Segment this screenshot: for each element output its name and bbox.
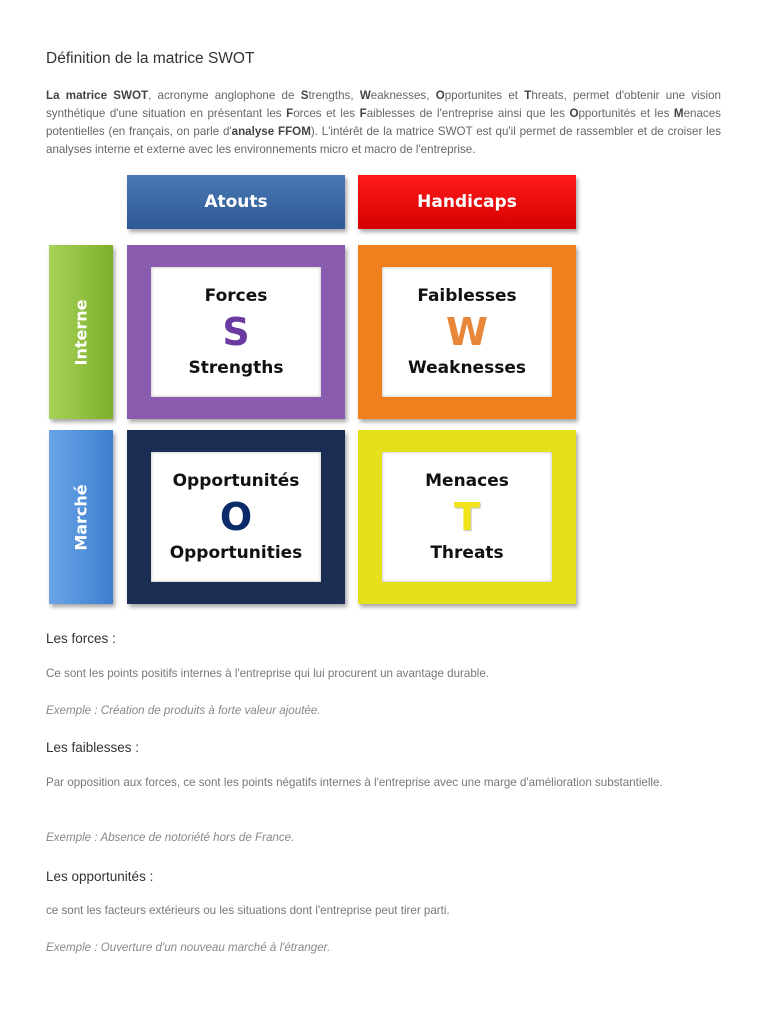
cell-strengths bbox=[127, 245, 345, 419]
cell-weaknesses bbox=[358, 245, 576, 419]
page-title: Définition de la matrice SWOT bbox=[46, 50, 255, 67]
forces-example: Exemple : Création de produits à forte valeur ajoutée. bbox=[46, 704, 321, 717]
forces-heading: Les forces : bbox=[46, 631, 116, 646]
cell-threats-inner bbox=[382, 452, 552, 582]
cell-weaknesses-letter: W bbox=[446, 310, 488, 354]
header-atouts: Atouts bbox=[127, 175, 345, 229]
opportunites-heading: Les opportunités : bbox=[46, 869, 154, 884]
row-label-marche-text: Marché bbox=[71, 483, 91, 551]
cell-threats bbox=[358, 430, 576, 604]
row-label-marche bbox=[49, 430, 113, 604]
swot-matrix bbox=[46, 175, 586, 610]
cell-strengths-fr: Forces bbox=[204, 286, 268, 306]
faiblesses-text: Par opposition aux forces, ce sont les points négatifs internes à l'entreprise avec une marge d'amélioration substantielle. bbox=[46, 776, 663, 789]
cell-weaknesses-inner bbox=[382, 267, 552, 397]
faiblesses-example: Exemple : Absence de notoriété hors de France. bbox=[46, 831, 295, 844]
row-label-interne bbox=[49, 245, 113, 419]
opportunites-text: ce sont les facteurs extérieurs ou les situations dont l'entreprise peut tirer parti. bbox=[46, 904, 450, 917]
cell-strengths-inner bbox=[151, 267, 321, 397]
cell-threats-letter: T bbox=[454, 495, 480, 539]
header-handicaps: Handicaps bbox=[358, 175, 576, 229]
faiblesses-heading: Les faiblesses : bbox=[46, 740, 140, 755]
cell-strengths-letter: S bbox=[222, 310, 250, 354]
cell-opportunities-letter: O bbox=[219, 495, 253, 539]
intro-paragraph: La matrice SWOT, acronyme anglophone de Strengths, Weaknesses, Opportunites et Threats, permet d'obtenir une vision synthétique d'une situation en présentant les Forces et les Faiblesses de l'entreprise ainsi que les Opportunités et les Menaces potentielles (en français, on parle d'analyse FFOM). L'intérêt de la matrice SWOT est qu'il permet de rassembler et de croiser les analyses interne et externe avec les environnements micro et macro de l'entreprise. bbox=[46, 89, 721, 156]
forces-text: Ce sont les points positifs internes à l'entreprise qui lui procurent un avantage durable. bbox=[46, 667, 490, 680]
cell-opportunities-en: Opportunities bbox=[169, 543, 303, 563]
cell-strengths-en: Strengths bbox=[188, 358, 284, 378]
cell-weaknesses-en: Weaknesses bbox=[408, 358, 526, 378]
cell-opportunities-fr: Opportunités bbox=[172, 471, 300, 491]
cell-weaknesses-fr: Faiblesses bbox=[417, 286, 517, 306]
cell-threats-fr: Menaces bbox=[425, 471, 509, 491]
cell-opportunities-inner bbox=[151, 452, 321, 582]
row-label-interne-text: Interne bbox=[71, 299, 91, 365]
cell-threats-en: Threats bbox=[430, 543, 504, 563]
opportunites-example: Exemple : Ouverture d'un nouveau marché à l'étranger. bbox=[46, 941, 331, 954]
cell-opportunities bbox=[127, 430, 345, 604]
